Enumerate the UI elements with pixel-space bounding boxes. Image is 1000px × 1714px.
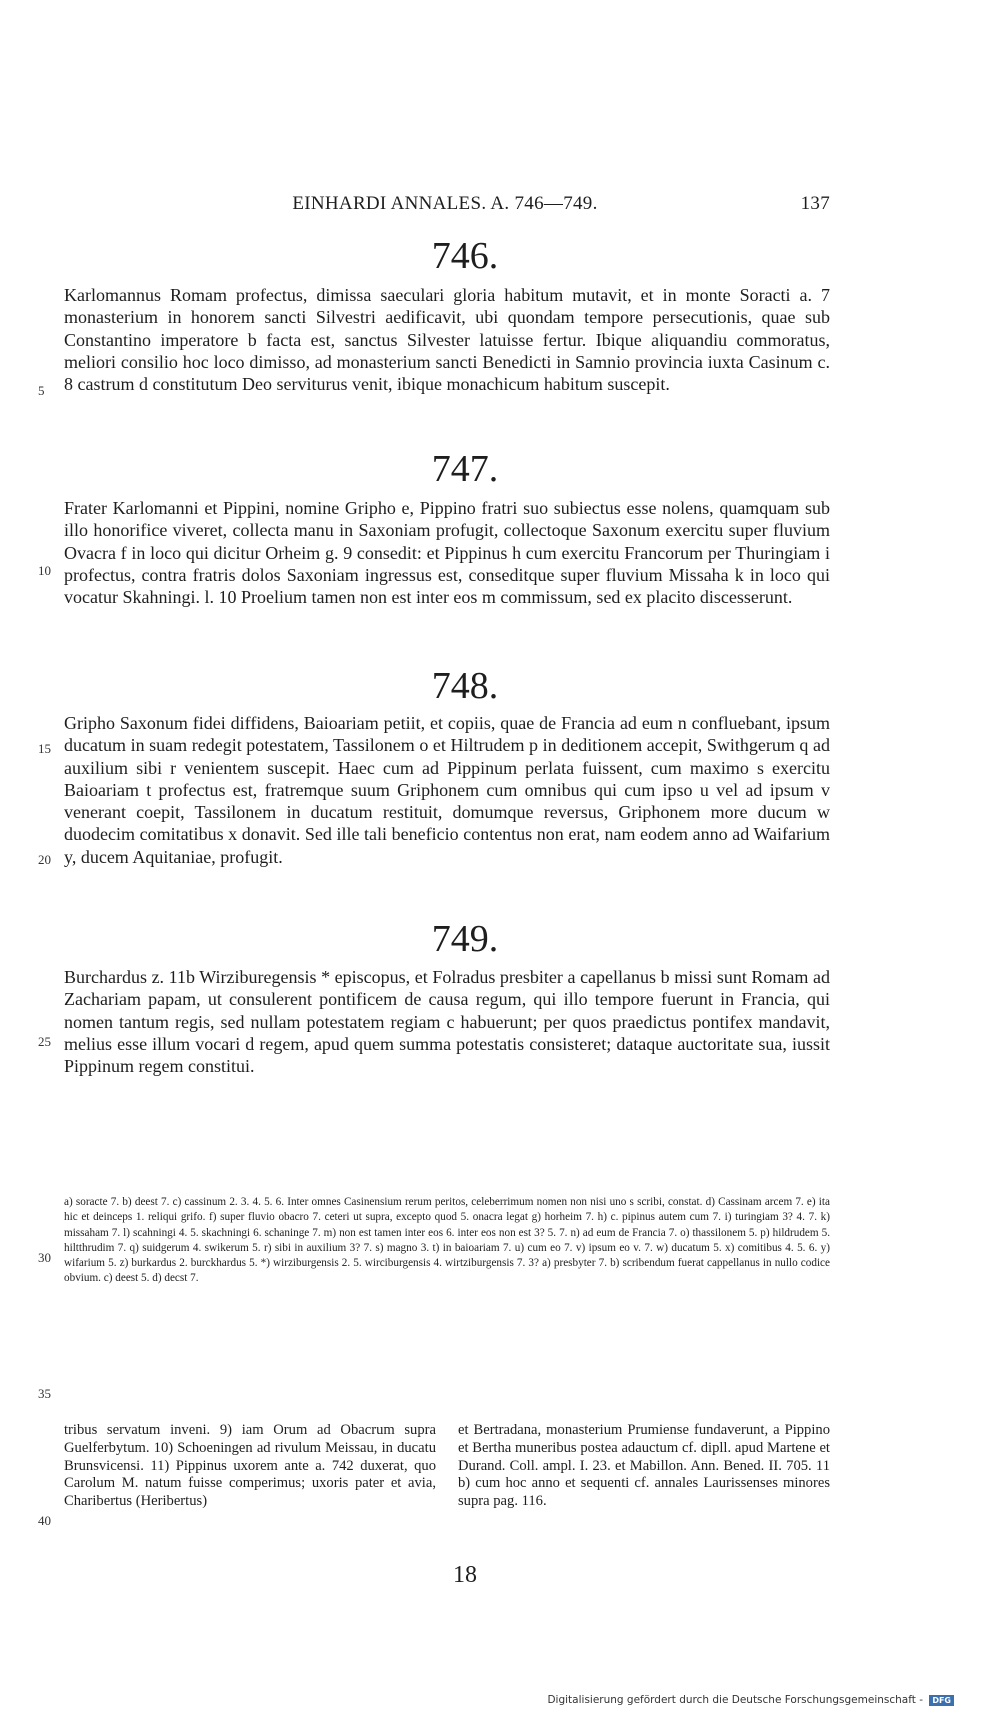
- critical-apparatus-notes: a) soracte 7. b) deest 7. c) cassinum 2. 3. 4. 5. 6. Inter omnes Casinensium rerum peritos, celeberrimum nomen non nisi uno s scribi, constat. d) Cassinam arcem 7. e) ita hic et deinceps 1. reliqui grifo. f) super fluvio obacro 7. ceteri ut supra, excepto quod 5. onacra legat g) horheim 7. h) c. pipinus autem cum 7. i) turingiam 3? 4. 7. k) missaham 7. l) scahningi 4. 5. skachningi 6. schaninge 7. m) non est tamen inter eos 6. inter eos non est 3? 5. 7. n) ad eum de Francia 7. o) thassilonem 5. p) hildrudem 5. hiltthrudim 7. q) suidgerum 4. swikerum 5. r) sibi in auxilium 3? 7. s) magno 3. t) in baioariam 7. u) cum eo 7. v) ipsum eo v. 7. w) ducatum 5. x) comitibus 4. 5. 6. y) wifarium 5. z) burkardus 2. burckhardus 5. *) wirziburgensis 2. 5. wirciburgensis 4. wirtziburgensis 7. 3? a) presbyter 7. b) scribendum fuerat cappellanus in nullo codice obvium. c) deest 5. d) decst 7.: [64, 1196, 830, 1285]
- line-number: 15: [38, 741, 51, 756]
- year-heading-749: 749.: [431, 918, 499, 960]
- entry-746: Karlomannus Romam profectus, dimissa saeculari gloria habitum mutavit, et in monte Soracti a. 7 monasterium in honorem sancti Silvestri aedificavit, ubi quondam tempore persecutionis, quae sub Constantino imperatore b facta est, sanctus Silvester latuisse fertur. Ibique aliquandiu commoratus, meliori consilio hoc loco dimisso, ad monasterium sancti Benedicti in Samnio provincia iuxta Casinum c. 8 castrum d constitutum Deo serviturus venit, ibique monachicum habitum suscepit.: [64, 285, 830, 395]
- line-number: 5: [38, 383, 45, 398]
- footnotes-left-column: tribus servatum inveni. 9) iam Orum ad Obacrum supra Guelferbytum. 10) Schoeningen ad rivulum Meissau, in ducatu Brunsvicensi. 11) Pippinus uxorem ante a. 742 duxerat, quo Carolum M. natum fuisse comperimus; uxoris pater et avia, Charibertus (Heribertus): [64, 1422, 436, 1510]
- signature-mark: 18: [453, 1562, 477, 1588]
- line-number: 35: [38, 1386, 51, 1401]
- entry-747: Frater Karlomanni et Pippini, nomine Gripho e, Pippino fratri suo subiectus esse nolens, quamquam sub illo honorifice viveret, collecta manu in Saxoniam profugit, collectoque Saxonum exercitu super fluvium Ovacra f in loco qui dicitur Orheim g. 9 consedit: et Pippinus h cum exercitu Francorum per Thuringiam i profectus, contra fratris dolos Saxoniam ingressus est, conseditque super fluvium Missaha k in loco qui vocatur Skahningi. l. 10 Proelium tamen non est inter eos m commissum, sed ex placito discesserunt.: [64, 498, 830, 608]
- footnotes-right-column: et Bertradana, monasterium Prumiense fundaverunt, a Pippino et Bertha muneribus postea adauctum cf. dipll. apud Martene et Durand. Coll. ampl. I. 23. et Mabillon. Ann. Bened. II. 705. 11 b) cum hoc anno et sequenti cf. annales Laurissenses minores supra pag. 116.: [458, 1422, 830, 1510]
- digitization-text: Digitalisierung gefördert durch die Deutsche Forschungsgemeinschaft -: [547, 1694, 923, 1706]
- running-title: EINHARDI ANNALES. A. 746—749.: [292, 193, 598, 214]
- line-number: 25: [38, 1034, 51, 1049]
- year-heading-748: 748.: [431, 665, 499, 707]
- entry-749: Burchardus z. 11b Wirziburegensis * episcopus, et Folradus presbiter a capellanus b missi sunt Romam ad Zachariam papam, ut consulerent pontificem de causa regum, qui illo tempore fuerunt in Francia, qui nomen tantum regis, sed nullam potestatem regiam c habuerunt; per quos praedictus pontifex mandavit, melius esse illum vocari d regem, apud quem summa potestatis consisteret; dataque auctoritate sua, iussit Pippinum regem constitui.: [64, 967, 830, 1077]
- entry-748: Gripho Saxonum fidei diffidens, Baioariam petiit, et copiis, quae de Francia ad eum n confluebant, ipsum ducatum in suam redegit potestatem, Tassilonem o et Hiltrudem p in deditionem accepit, Swithgerum q ad auxilium sibi r venientem suscepit. Haec cum ad Pippinum perlata fuissent, cum maximo s exercitu Baioariam t profectus est, fratremque suum Griphonem cum omnibus qui cum ipso u vel ad ipsum v venerant coepit, Tassilonem in ducatum restituit, domumque reversus, Griphonem more ducum w duodecim comitatibus x donavit. Sed ille tali beneficio contentus non erat, nam eodem anno ad Waifarium y, ducem Aquitaniae, profugit.: [64, 713, 830, 867]
- page-number: 137: [800, 193, 830, 214]
- running-header: [60, 193, 830, 223]
- year-heading-747: 747.: [431, 448, 499, 490]
- year-heading-746: 746.: [431, 235, 499, 277]
- line-number: 20: [38, 852, 51, 867]
- line-number: 10: [38, 563, 51, 578]
- line-number: 40: [38, 1513, 51, 1528]
- digitization-credit: [547, 1694, 954, 1706]
- line-number: 30: [38, 1250, 51, 1265]
- dfg-logo: DFG: [929, 1695, 954, 1706]
